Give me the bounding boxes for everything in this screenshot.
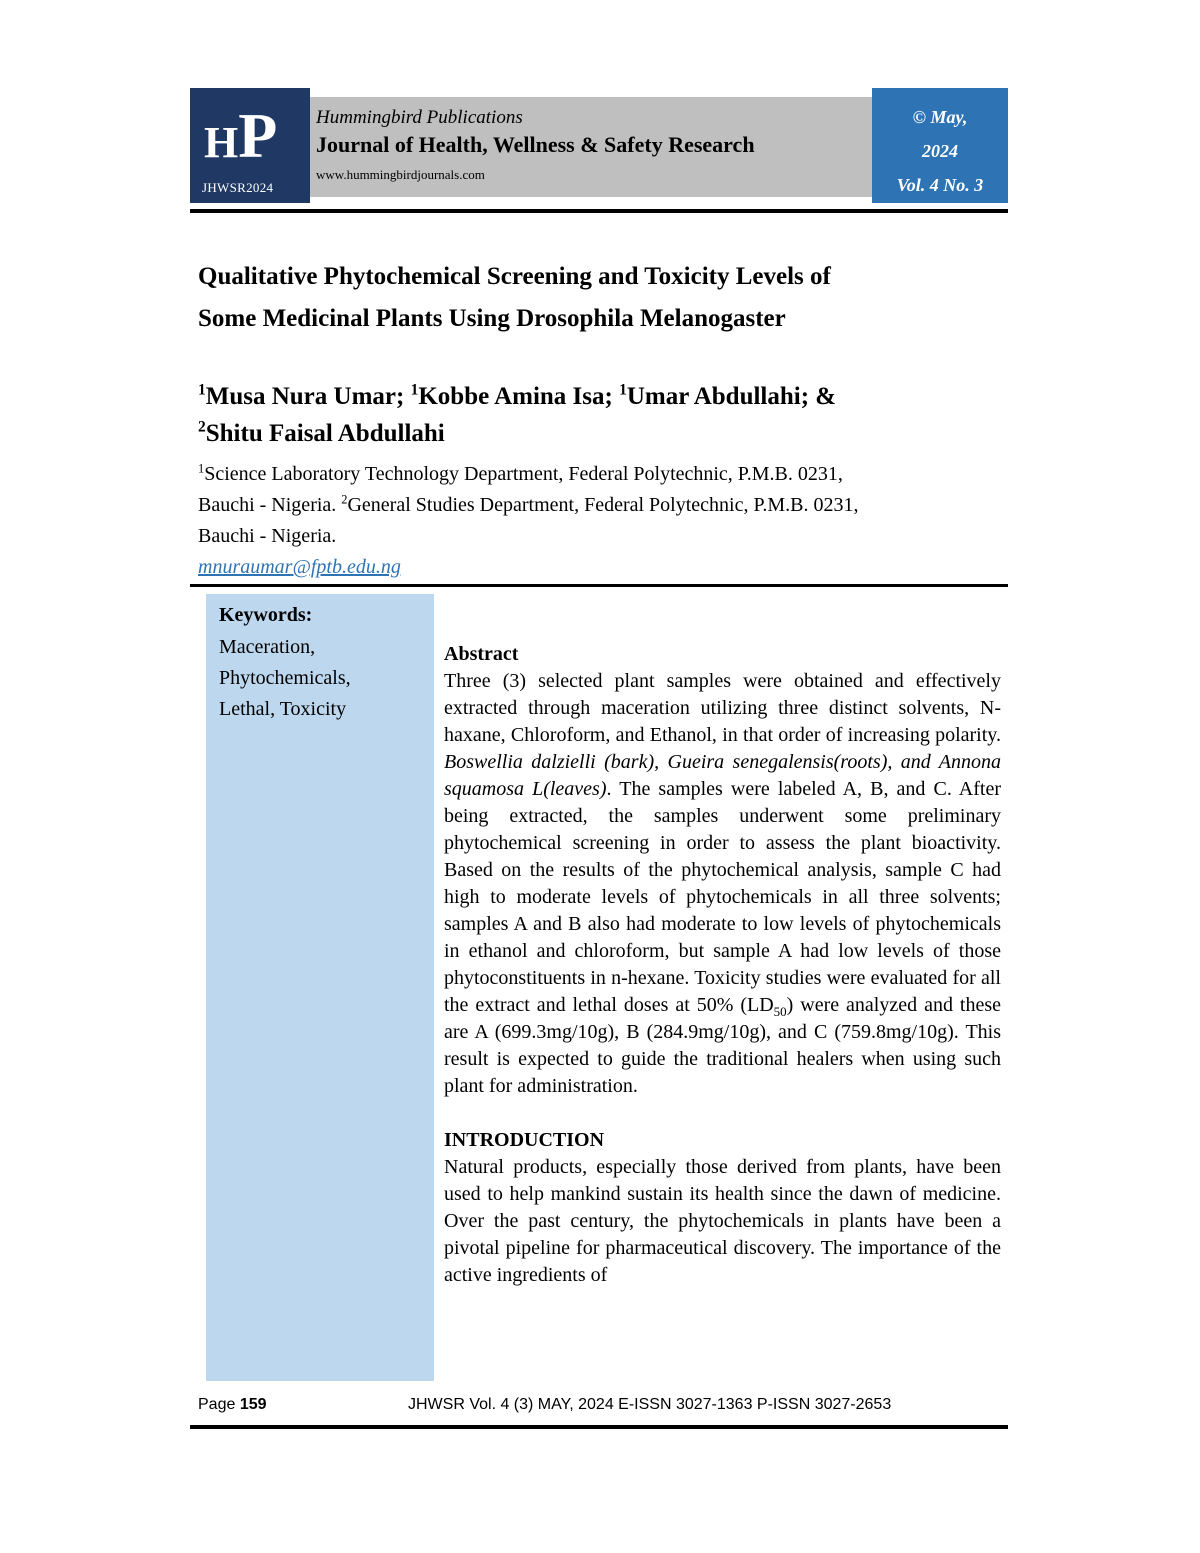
footer-divider: [190, 1425, 1008, 1429]
article-title-line-2: Some Medicinal Plants Using Drosophila Melanogaster: [198, 305, 786, 332]
issue-date-box: [872, 88, 1008, 203]
keywords-heading: Keywords:: [219, 604, 313, 626]
page-number: 159: [239, 1396, 267, 1413]
issue-volume: Vol. 4 No. 3: [896, 175, 984, 195]
article-title: [198, 256, 998, 340]
author-affil-marker: 1: [410, 381, 419, 399]
abstract-body: [444, 668, 1001, 1100]
section-divider: [190, 584, 1008, 587]
affil-text: Science Laboratory Technology Department, Federal Polytechnic, P.M.B. 0231,: [204, 463, 843, 485]
ld-subscript: 50: [773, 1004, 787, 1019]
keywords-sidebar: [206, 594, 434, 1381]
header-divider: [190, 209, 1008, 213]
page-label: Page: [198, 1396, 240, 1413]
keywords-list: [219, 632, 351, 725]
author-affil-marker: 2: [198, 418, 206, 436]
issue-date-year: 2024: [922, 141, 958, 161]
affil-text: Bauchi - Nigeria.: [198, 525, 337, 547]
author-name: Umar Abdullahi; &: [626, 383, 837, 410]
abstract-text: Three (3) selected plant samples were obtained and effectively extracted through maceration utilizing three distinct solvents, N-haxane, Chloroform, and Ethanol, in that order of increasing polarity.: [444, 670, 1001, 746]
author-affil-marker: 1: [619, 381, 627, 399]
affil-text: General Studies Department, Federal Polytechnic, P.M.B. 0231,: [347, 494, 859, 516]
author-name: Shitu Faisal Abdullahi: [205, 420, 445, 447]
journal-name: Journal of Health, Wellness & Safety Research: [316, 132, 755, 157]
introduction-heading: INTRODUCTION: [444, 1129, 605, 1151]
publisher-name: Hummingbird Publications: [316, 107, 523, 128]
author-affil-marker: 1: [198, 381, 206, 399]
page-number-label: [198, 1396, 267, 1414]
journal-url[interactable]: www.hummingbirdjournals.com: [316, 167, 485, 182]
species-list: Boswellia dalzielli (bark), Gueira senegalensis(roots), and Annona squamosa L(leaves): [444, 751, 1001, 800]
author-list: [198, 378, 998, 452]
abstract-text: ) were analyzed and these are A (699.3mg/10g), B (284.9mg/10g), and C (759.8mg/10g). This result is expected to guide the traditional healers when using such plant for administration.: [444, 994, 1001, 1097]
keyword-item: Maceration,: [219, 636, 316, 658]
affil-marker: 2: [341, 492, 348, 507]
logo-code: JHWSR2024: [202, 180, 274, 195]
author-name: Musa Nura Umar;: [205, 383, 411, 410]
author-name: Kobbe Amina Isa;: [418, 383, 620, 410]
affil-text: Bauchi - Nigeria.: [198, 494, 342, 516]
journal-header-band: [310, 97, 872, 197]
abstract-heading: Abstract: [444, 643, 519, 665]
issue-date-month: © May,: [912, 107, 968, 127]
affil-marker: 1: [198, 461, 205, 476]
corresponding-email-link[interactable]: mnuraumar@fptb.edu.ng: [198, 556, 401, 578]
keyword-item: Phytochemicals,: [219, 667, 351, 689]
abstract-text: . The samples were labeled A, B, and C. After being extracted, the samples underwent some preliminary phytochemical screening in order to assess the plant bioactivity. Based on the results of the phytochemical analysis, sample C had high to moderate levels of phytochemicals in all three solvents; samples A and B also had moderate to low levels of phytochemicals in ethanol and chloroform, but sample A had low levels of those phytoconstituents in n-hexane. Toxicity studies were evaluated for all the extract and lethal doses at 50% (LD: [444, 778, 1001, 1016]
keyword-item: Lethal, Toxicity: [219, 698, 347, 720]
article-title-line-1: Qualitative Phytochemical Screening and Toxicity Levels of: [198, 263, 831, 290]
author-affiliations: [198, 459, 998, 552]
main-column: [444, 641, 1001, 1289]
logo-letter-h: H: [204, 118, 239, 167]
journal-issn-info: JHWSR Vol. 4 (3) MAY, 2024 E-ISSN 3027-1363 P-ISSN 3027-2653: [408, 1396, 892, 1413]
journal-logo: [190, 88, 310, 203]
logo-letters: [204, 100, 278, 171]
introduction-body: Natural products, especially those derived from plants, have been used to help mankind sustain its health since the dawn of medicine. Over the past century, the phytochemicals in plants have been a pivotal pipeline for pharmaceutical discovery. The importance of the active ingredients of: [444, 1156, 1001, 1286]
logo-letter-p: P: [238, 100, 278, 171]
